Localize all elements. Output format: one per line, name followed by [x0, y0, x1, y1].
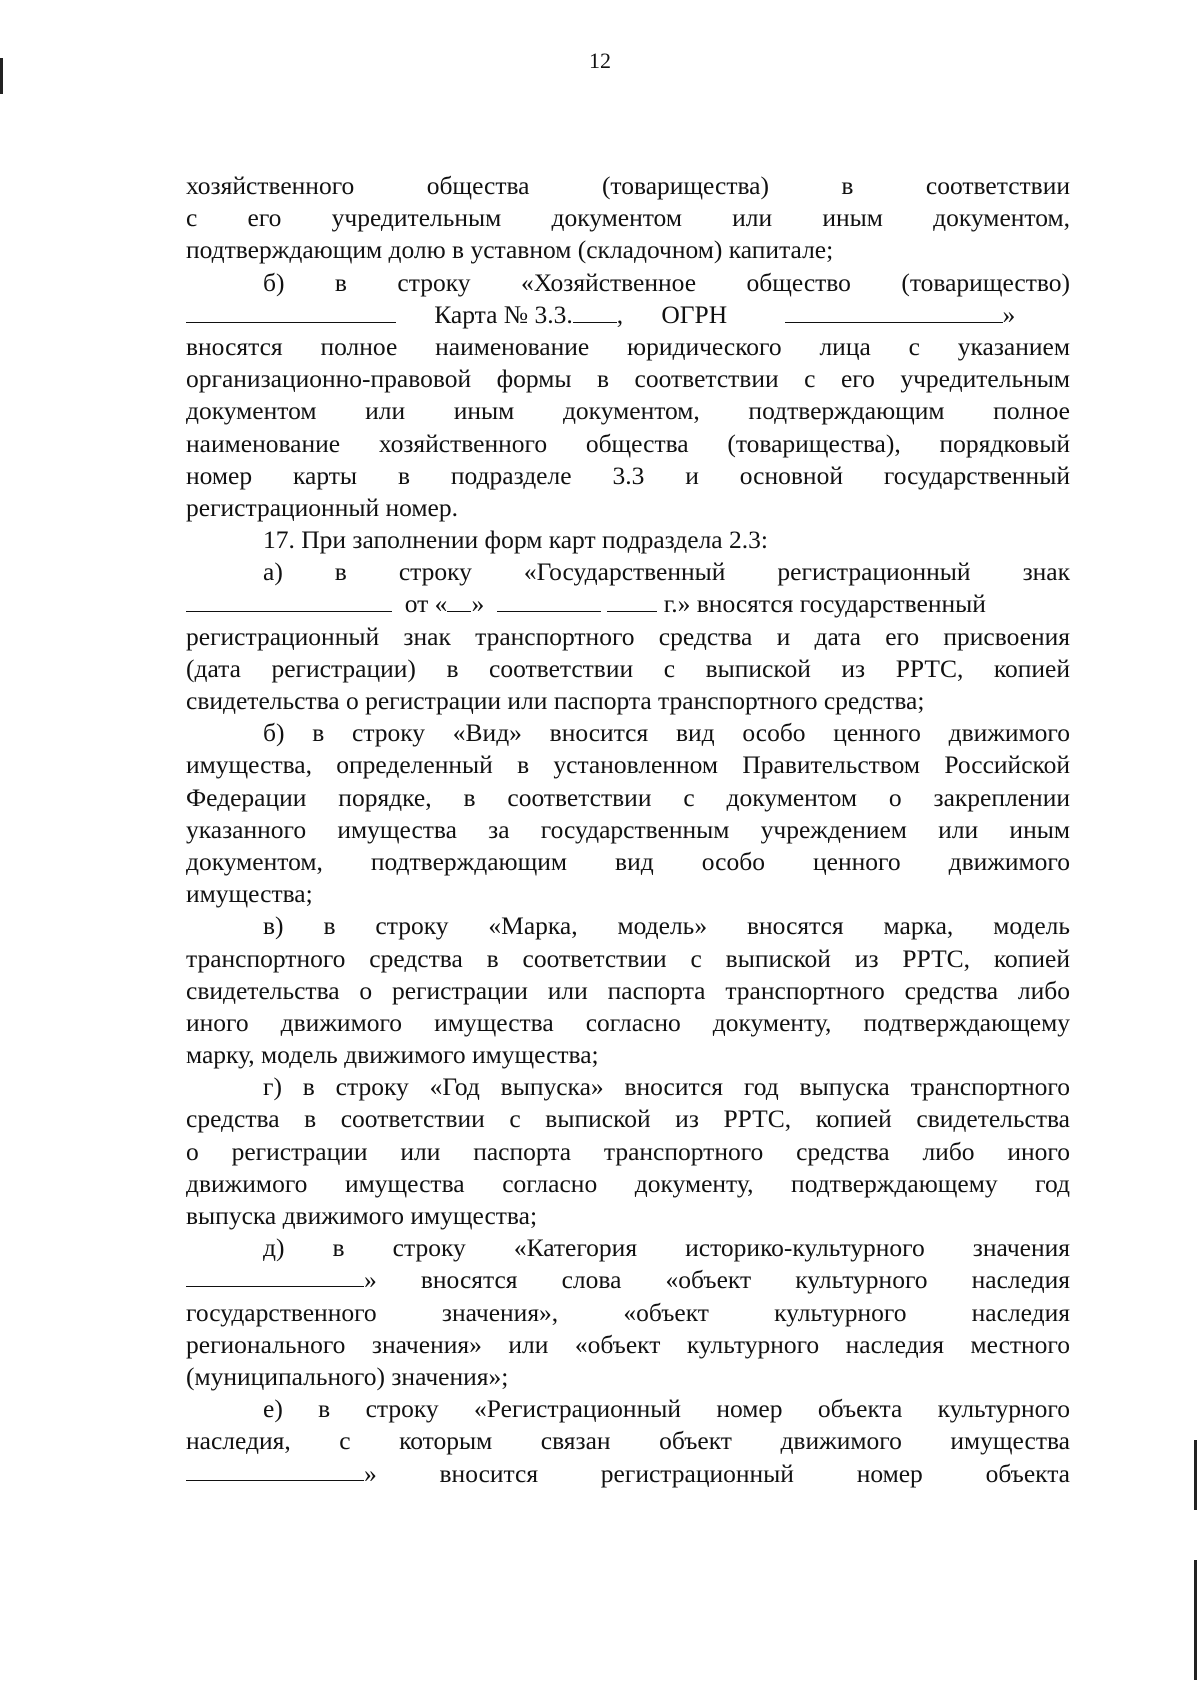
text-fragment: » вносятся слова «объект культурного наследия	[364, 1265, 1070, 1295]
text-line: документом или иным документом, подтверждающим полное	[186, 396, 1070, 426]
text-line-with-blanks	[186, 1264, 1070, 1296]
text-line: номер карты в подразделе 3.3 и основной государственный	[186, 460, 1070, 490]
section-heading: 17. При заполнении форм карт подраздела 2.3:	[263, 525, 768, 555]
blank-field	[607, 589, 657, 612]
text-line: выпуска движимого имущества;	[186, 1201, 538, 1230]
text-fragment: г.» вносятся государственный	[663, 589, 986, 619]
text-line: государственного значения», «объект культурного наследия	[186, 1297, 1070, 1327]
text-line: организационно-правовой формы в соответствии с его учредительным	[186, 364, 1070, 394]
text-line: марку, модель движимого имущества;	[186, 1040, 599, 1070]
text-line: б) в строку «Хозяйственное общество (товарищество)	[263, 267, 1070, 297]
text-line: в) в строку «Марка, модель» вносятся марка, модель	[263, 911, 1070, 941]
text-line: имущества;	[186, 879, 313, 909]
text-line: средства в соответствии с выпиской из РРТС, копией свидетельства	[186, 1104, 1070, 1134]
text-line: а) в строку «Государственный регистрационный знак	[263, 557, 1070, 587]
text-line: хозяйственного общества (товарищества) в соответствии	[186, 171, 1070, 200]
text-line: имущества, определенный в установленном Правительством Российской	[186, 750, 1070, 780]
text-line: г) в строку «Год выпуска» вносится год выпуска транспортного	[263, 1072, 1070, 1102]
blank-field	[186, 589, 392, 612]
text-line: (муниципального) значения»;	[186, 1361, 509, 1391]
text-line: б) в строку «Вид» вносится вид особо ценного движимого	[263, 718, 1070, 748]
blank-field	[447, 589, 471, 612]
text-line: движимого имущества согласно документу, подтверждающему год	[186, 1168, 1070, 1198]
text-line: свидетельства о регистрации или паспорта транспортного средства либо	[186, 975, 1070, 1005]
text-line: е) в строку «Регистрационный номер объекта культурного	[263, 1394, 1070, 1424]
blank-field	[186, 1264, 364, 1287]
text-line: регионального значения» или «объект культурного наследия местного	[186, 1329, 1070, 1359]
text-line: (дата регистрации) в соответствии с выпиской из РРТС, копией	[186, 653, 1070, 683]
text-line-with-blanks: Карта № 3.3. , ОГРН »	[186, 299, 1070, 331]
text-line: регистрационный номер.	[186, 492, 458, 522]
text-line: свидетельства о регистрации или паспорта транспортного средства;	[186, 686, 925, 715]
text-line: д) в строку «Категория историко-культурного значения	[263, 1233, 1070, 1263]
text-line: наследия, с которым связан объект движимого имущества	[186, 1426, 1070, 1456]
text-line: Федерации порядке, в соответствии с документом о закреплении	[186, 782, 1070, 812]
text-line: подтверждающим долю в уставном (складочном) капитале;	[186, 235, 834, 265]
text-line: с его учредительным документом или иным документом,	[186, 203, 1070, 233]
text-line: регистрационный знак транспортного средства и дата его присвоения	[186, 621, 1070, 651]
text-line: указанного имущества за государственным учреждением или иным	[186, 814, 1070, 844]
page-number: 12	[589, 48, 611, 73]
blank-field	[497, 589, 601, 612]
scan-edge-mark	[1194, 1440, 1197, 1510]
text-line: вносятся полное наименование юридического лица с указанием	[186, 331, 1070, 361]
text-line: наименование хозяйственного общества (товарищества), порядковый	[186, 428, 1070, 458]
blank-field	[785, 300, 1003, 323]
date-from-label: от «	[404, 589, 448, 619]
blank-field	[573, 300, 617, 323]
text-line: о регистрации или паспорта транспортного средства либо иного	[186, 1136, 1070, 1166]
blank-field	[186, 1458, 364, 1481]
scan-edge-mark	[0, 58, 3, 94]
text-fragment: » вносится регистрационный номер объекта	[364, 1458, 1070, 1488]
scan-edge-mark	[1194, 1560, 1197, 1680]
text-line-with-blanks: от « » г.» вносятся государственный	[186, 588, 1070, 620]
blank-field	[186, 300, 396, 323]
card-label: Карта № 3.3.	[434, 299, 573, 329]
text-line: документом, подтверждающим вид особо ценного движимого	[186, 846, 1070, 876]
text-line-with-blanks	[186, 1458, 1070, 1490]
text-line: транспортного средства в соответствии с выпиской из РРТС, копией	[186, 943, 1070, 973]
ogrn-label: ОГРН	[661, 299, 728, 329]
text-line: иного движимого имущества согласно документу, подтверждающему	[186, 1007, 1070, 1037]
document-body	[186, 170, 1070, 1490]
